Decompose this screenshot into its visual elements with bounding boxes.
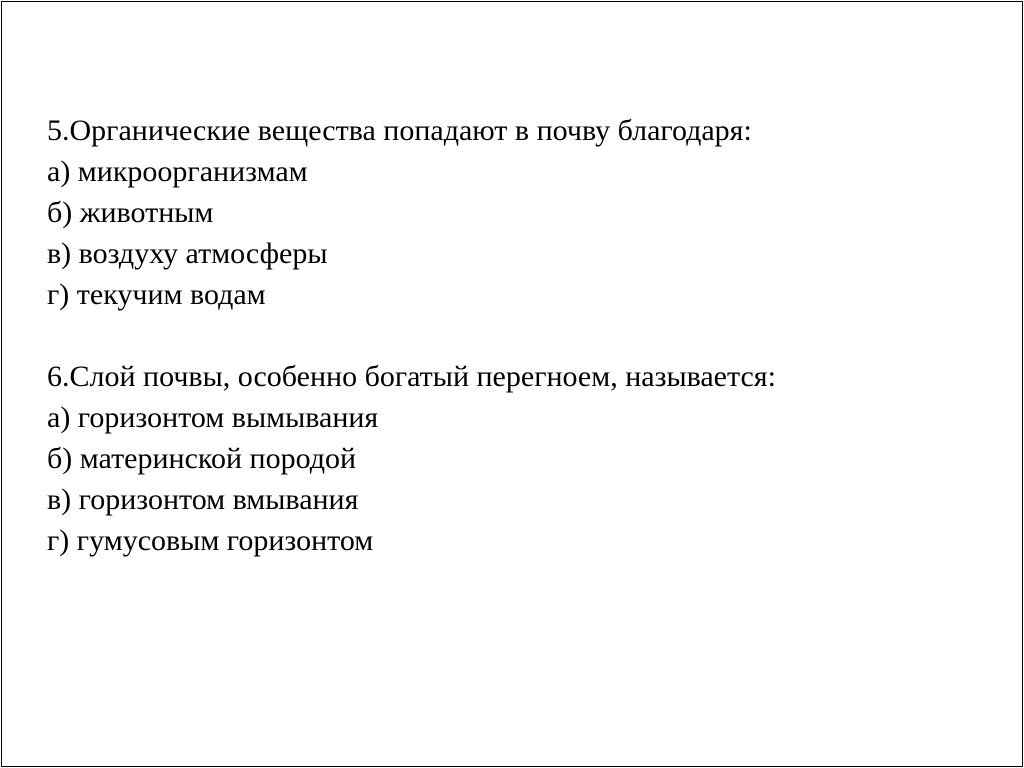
question-spacer bbox=[47, 315, 987, 356]
quiz-content bbox=[47, 110, 987, 561]
answer-option-b: б) материнской породой bbox=[47, 442, 357, 475]
answer-option-a: а) микроорганизмам bbox=[47, 155, 308, 188]
answer-option-g: г) текучим водам bbox=[47, 278, 266, 311]
question-title: 5.Органические вещества попадают в почву благодаря: bbox=[47, 114, 752, 147]
question-5 bbox=[47, 110, 987, 315]
slide-frame bbox=[1, 1, 1023, 767]
answer-option-a: а) горизонтом вымывания bbox=[47, 401, 379, 434]
answer-option-g: г) гумусовым горизонтом bbox=[47, 524, 374, 557]
answer-option-v: в) горизонтом вмывания bbox=[47, 483, 359, 516]
answer-option-v: в) воздуху атмосферы bbox=[47, 237, 328, 270]
question-title: 6.Слой почвы, особенно богатый перегноем, называется: bbox=[47, 360, 776, 393]
question-6 bbox=[47, 356, 987, 561]
answer-option-b: б) животным bbox=[47, 196, 214, 229]
